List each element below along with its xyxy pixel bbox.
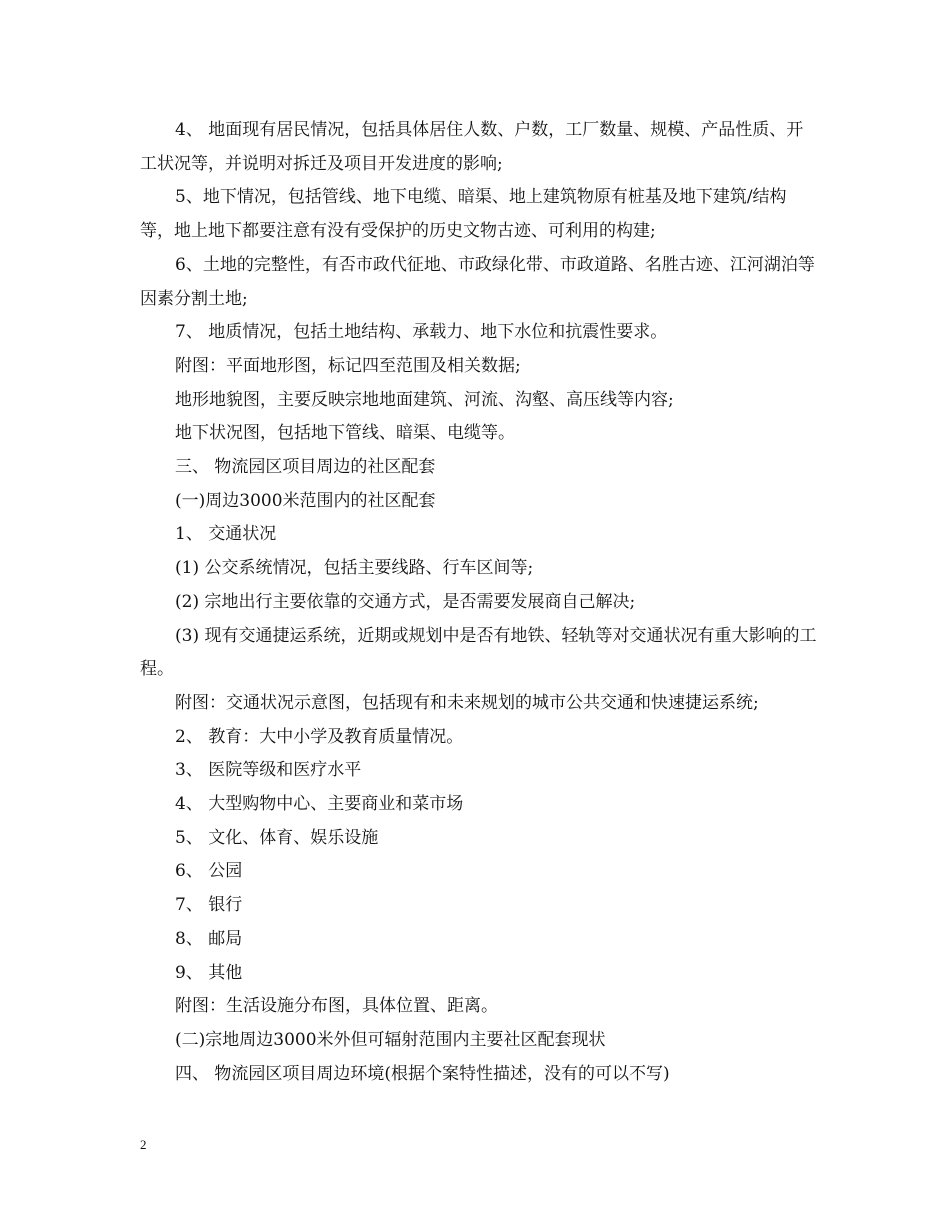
list-item-bus-system: (1) 公交系统情况，包括主要线路、行车区间等;: [175, 558, 534, 579]
document-body: [140, 114, 820, 1091]
list-item-post-office: 8、 邮局: [175, 928, 243, 949]
subsection-heading-3000m: (一)周边3000米范围内的社区配套: [175, 490, 436, 511]
list-item-shopping: 4、 大型购物中心、主要商业和菜市场: [175, 794, 464, 815]
page-number: 2: [140, 1137, 147, 1152]
paragraph-geology: 7、 地质情况，包括土地结构、承载力、地下水位和抗震性要求。: [175, 322, 668, 343]
list-item-other: 9、 其他: [175, 962, 243, 983]
paragraph-attachment-plan-map: 附图：平面地形图，标记四至范围及相关数据;: [175, 355, 521, 376]
list-item-hospital: 3、 医院等级和医疗水平: [175, 760, 362, 781]
list-item-park: 6、 公园: [175, 861, 243, 882]
section-heading-community: 三、 物流园区项目周边的社区配套: [175, 457, 436, 478]
paragraph-attachment-facilities-map: 附图：生活设施分布图，具体位置、距离。: [175, 996, 498, 1017]
list-item-travel-mode: (2) 宗地出行主要依靠的交通方式，是否需要发展商自己解决;: [175, 591, 636, 612]
list-item-culture: 5、 文化、体育、娱乐设施: [175, 827, 379, 848]
list-item-education: 2、 教育：大中小学及教育质量情况。: [175, 726, 464, 747]
paragraph-land-integrity: 6、土地的完整性，有否市政代征地、市政绿化带、市政道路、名胜古迹、江河湖泊等因素分割土地;: [140, 254, 815, 309]
paragraph-residents: 4、 地面现有居民情况，包括具体居住人数、户数，工厂数量、规模、产品性质、开工状况等，并说明对拆迁及项目开发进度的影响;: [140, 120, 804, 174]
paragraph-underground-map: 地下状况图，包括地下管线、暗渠、电缆等。: [175, 423, 515, 444]
paragraph-attachment-traffic-map: 附图：交通状况示意图，包括现有和未来规划的城市公共交通和快速捷运系统;: [175, 692, 759, 713]
list-item-traffic: 1、 交通状况: [175, 524, 277, 545]
list-item-rapid-transit: (3) 现有交通捷运系统，近期或规划中是否有地铁、轻轨等对交通状况有重大影响的工程。: [140, 625, 817, 680]
paragraph-terrain-map: 地形地貌图，主要反映宗地地面建筑、河流、沟壑、高压线等内容;: [175, 389, 674, 410]
list-item-bank: 7、 银行: [175, 895, 243, 916]
section-heading-environment: 四、 物流园区项目周边环境(根据个案特性描述，没有的可以不写): [175, 1063, 670, 1084]
paragraph-underground: 5、地下情况，包括管线、地下电缆、暗渠、地上建筑物原有桩基及地下建筑/结构等，地上地下都要注意有没有受保护的历史文物古迹、可利用的构建;: [140, 187, 787, 242]
subsection-heading-beyond-3000m: (二)宗地周边3000米外但可辐射范围内主要社区配套现状: [175, 1029, 606, 1050]
